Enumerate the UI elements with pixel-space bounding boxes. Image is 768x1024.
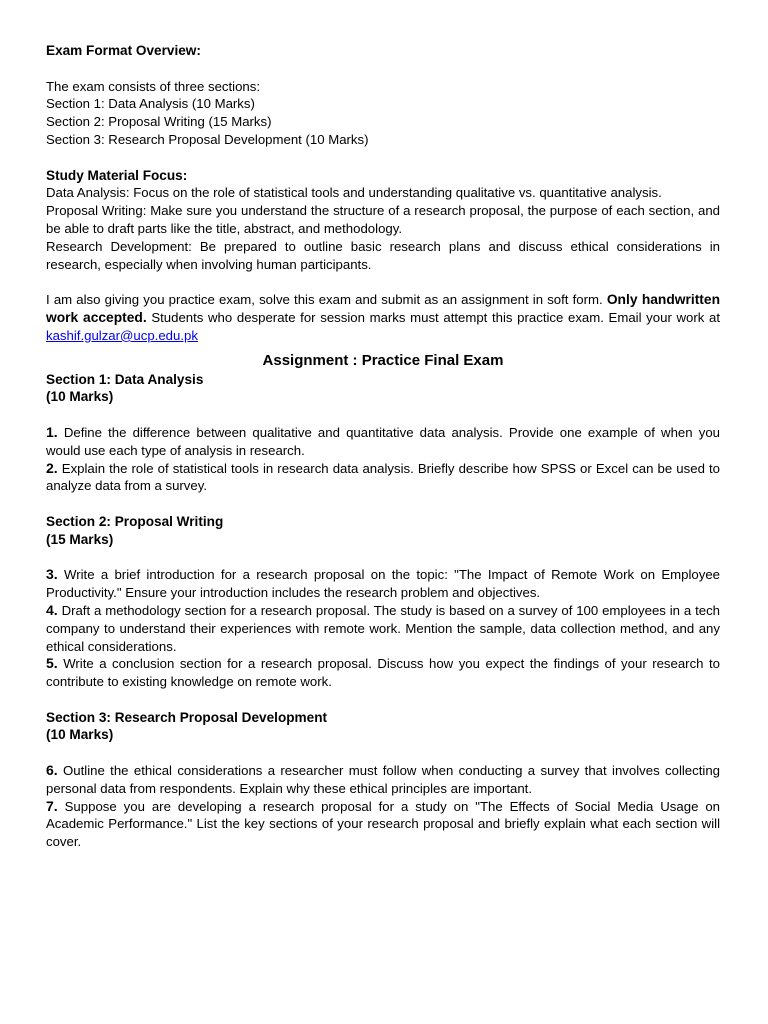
email-link[interactable]: kashif.gulzar@ucp.edu.pk: [46, 327, 198, 343]
study-line-data-analysis: Data Analysis: Focus on the role of statistical tools and understanding qualitative vs. quantitative analysis.: [46, 185, 662, 201]
question-number: 1.: [46, 423, 58, 440]
assignment-title: Assignment : Practice Final Exam: [262, 351, 504, 369]
question-number: 2.: [46, 459, 58, 476]
question-2: [46, 460, 720, 496]
section-3-marks: (10 Marks): [46, 727, 114, 743]
overview-intro: The exam consists of three sections:: [46, 78, 261, 94]
section-1-title: Section 1: Data Analysis: [46, 371, 204, 387]
question-number: 6.: [46, 762, 58, 779]
question-text: Write a conclusion section for a research proposal. Discuss how you expect the findings of your research to contribute to existing knowledge on remote work.: [46, 656, 720, 690]
document-content: [46, 42, 720, 851]
section-1-marks: (10 Marks): [46, 389, 114, 405]
question-text: Outline the ethical considerations a researcher must follow when conducting a survey that involves collecting personal data from respondents. Explain why these ethical principles are important.: [46, 763, 720, 796]
question-text: Suppose you are developing a research proposal for a study on "The Effects of Social Media Usage on Academic Performance." List the key sections of your research proposal and briefly explain what each section will cover.: [46, 798, 721, 850]
section-3-title: Section 3: Research Proposal Development: [46, 709, 328, 725]
question-text: Define the difference between qualitative and quantitative data analysis. Provide one example of when you would use each type of analysis in research.: [46, 424, 720, 458]
practice-paragraph: [46, 291, 720, 344]
practice-bold-notice: Only handwritten work accepted.: [46, 292, 721, 325]
section-2-marks: (15 Marks): [46, 531, 114, 547]
practice-text-2: Students who desperate for session marks must attempt this practice exam. Email your work at: [151, 309, 720, 325]
question-1: [46, 424, 720, 460]
overview-section-1: Section 1: Data Analysis (10 Marks): [46, 96, 255, 112]
question-number: 7.: [46, 797, 58, 814]
overview-section-2: Section 2: Proposal Writing (15 Marks): [46, 114, 272, 130]
question-6: [46, 762, 720, 798]
question-number: 3.: [46, 566, 58, 583]
question-4: [46, 602, 720, 655]
question-number: 5.: [46, 655, 58, 672]
study-heading: Study Material Focus:: [46, 167, 188, 183]
question-number: 4.: [46, 601, 58, 618]
question-text: Draft a methodology section for a research proposal. The study is based on a survey of 100 employees in a tech company to understand their experiences with remote work. Mention the sample, data collection method, and any ethical considerations.: [46, 602, 720, 654]
question-7: [46, 798, 720, 851]
section-2-title: Section 2: Proposal Writing: [46, 513, 224, 529]
question-text: Explain the role of statistical tools in research data analysis. Briefly describe how SPSS or Excel can be used to analyze data from a survey.: [46, 460, 720, 494]
overview-heading: Exam Format Overview:: [46, 43, 201, 58]
study-line-research-development: Research Development: Be prepared to outline basic research plans and discuss ethical considerations in research, especially when involving human participants.: [46, 238, 720, 272]
question-text: Write a brief introduction for a research proposal on the topic: "The Impact of Remote Work on Employee Productivity." Ensure your introduction includes the research problem and objectives.: [46, 567, 720, 601]
overview-section-3: Section 3: Research Proposal Development (10 Marks): [46, 131, 369, 147]
question-3: [46, 566, 720, 602]
practice-text-1: I am also giving you practice exam, solve this exam and submit as an assignment in soft form.: [46, 292, 603, 308]
question-5: [46, 655, 720, 691]
study-line-proposal-writing: Proposal Writing: Make sure you understand the structure of a research proposal, the purpose of each section, and be able to draft parts like the title, abstract, and methodology.: [46, 203, 720, 236]
